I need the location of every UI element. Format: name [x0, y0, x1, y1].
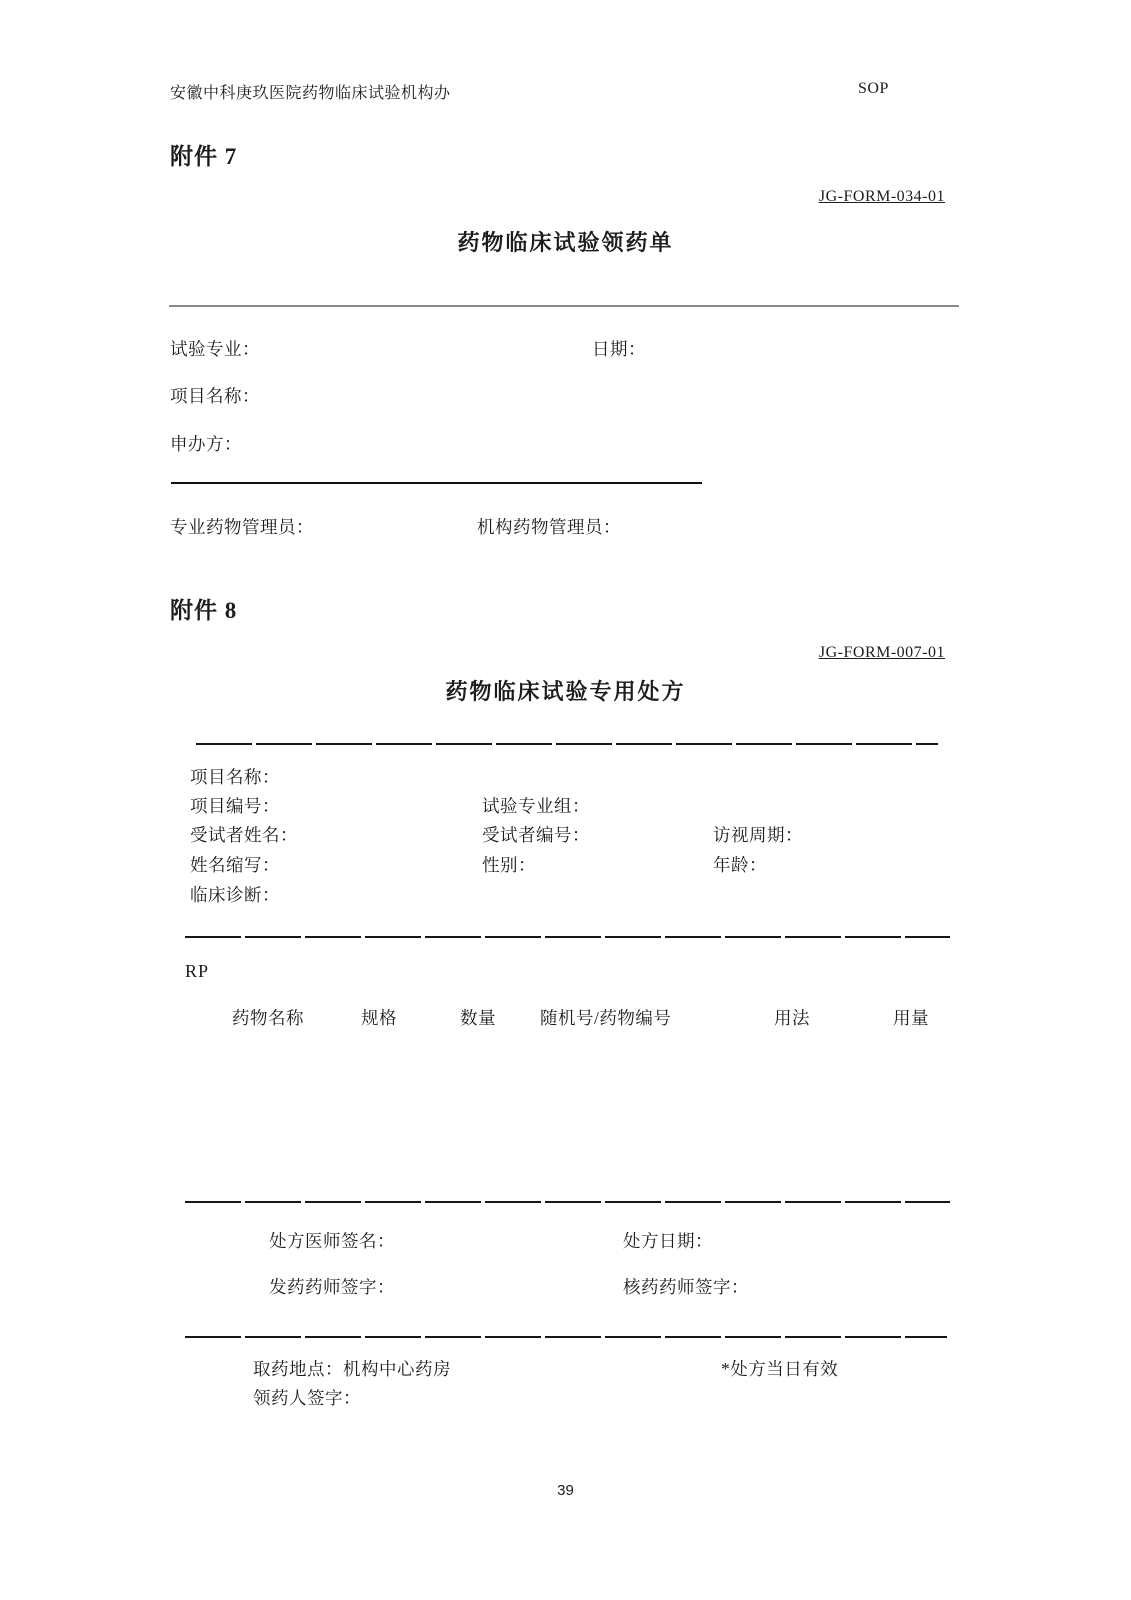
attachment8-divider-3: [185, 1201, 950, 1203]
column-header-specification: 规格: [361, 1008, 397, 1028]
field-project-number: 项目编号：: [190, 796, 280, 816]
column-header-drug-name: 药物名称: [232, 1008, 304, 1028]
header-sop-label: SOP: [858, 80, 889, 97]
field-specialty-drug-admin: 专业药物管理员：: [170, 517, 314, 537]
field-trial-specialty-group: 试验专业组：: [482, 796, 590, 816]
field-gender: 性别：: [482, 855, 536, 875]
attachment8-form-code: JG-FORM-007-01: [818, 644, 945, 661]
header-organization: 安徽中科庚玖医院药物临床试验机构办: [170, 85, 451, 102]
field-pickup-location: 取药地点：机构中心药房: [253, 1359, 451, 1379]
attachment8-divider-1: [196, 743, 938, 745]
attachment8-heading: 附件 8: [170, 598, 238, 623]
field-prescription-date: 处方日期：: [623, 1231, 713, 1251]
attachment8-divider-4: [185, 1336, 947, 1338]
column-header-quantity: 数量: [460, 1008, 496, 1028]
field-project-name-att8: 项目名称：: [190, 767, 280, 787]
field-visit-cycle: 访视周期：: [713, 825, 803, 845]
field-institution-drug-admin: 机构药物管理员：: [477, 517, 621, 537]
rp-label: RP: [185, 961, 210, 981]
field-recipient-signature: 领药人签字：: [253, 1388, 361, 1408]
attachment8-divider-2: [185, 936, 950, 938]
attachment7-heading: 附件 7: [170, 144, 238, 169]
field-subject-number: 受试者编号：: [482, 825, 590, 845]
attachment7-signature-divider: [171, 482, 702, 484]
field-project-name-att7: 项目名称：: [170, 386, 260, 406]
field-subject-name: 受试者姓名：: [190, 825, 298, 845]
field-trial-specialty: 试验专业：: [170, 339, 260, 359]
validity-note: *处方当日有效: [721, 1359, 839, 1379]
attachment7-form-code: JG-FORM-034-01: [818, 188, 945, 205]
field-name-initials: 姓名缩写：: [190, 855, 280, 875]
field-sponsor: 申办方：: [170, 434, 242, 454]
column-header-dosage: 用量: [893, 1008, 929, 1028]
page-number: 39: [557, 1482, 574, 1499]
attachment7-top-divider: [169, 305, 959, 307]
field-date: 日期：: [592, 339, 646, 359]
column-header-usage: 用法: [774, 1008, 810, 1028]
field-checking-pharmacist-signature: 核药药师签字：: [623, 1277, 749, 1297]
attachment8-title: 药物临床试验专用处方: [445, 679, 686, 704]
attachment7-title: 药物临床试验领药单: [457, 230, 674, 255]
column-header-random-drug-number: 随机号/药物编号: [540, 1008, 672, 1028]
field-clinical-diagnosis: 临床诊断：: [190, 885, 280, 905]
field-dispensing-pharmacist-signature: 发药药师签字：: [269, 1277, 395, 1297]
field-prescriber-signature: 处方医师签名：: [269, 1231, 395, 1251]
field-age: 年龄：: [713, 855, 767, 875]
